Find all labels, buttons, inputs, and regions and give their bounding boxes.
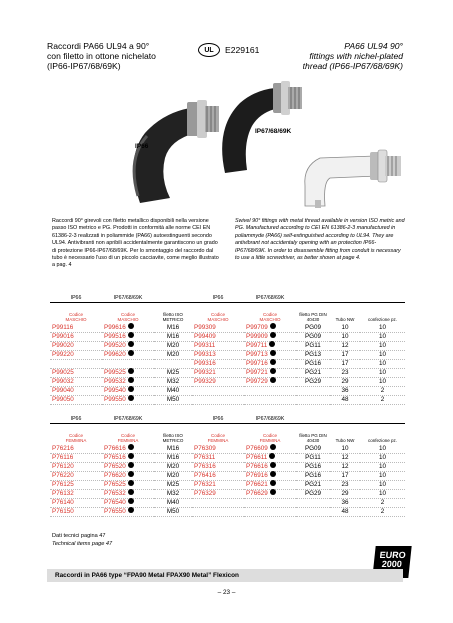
product-code: P99050 — [52, 395, 74, 403]
col-code-female: Codice FEMMINA — [259, 433, 281, 444]
table-cell — [102, 368, 154, 377]
product-code: P76629 — [246, 489, 268, 497]
table-cell — [50, 377, 102, 386]
ul-mark-icon — [128, 332, 134, 338]
table-cell: 12 — [330, 462, 360, 471]
ul-mark-icon — [128, 471, 134, 477]
title-italian — [47, 41, 197, 71]
group-header-ip66: IP66 — [50, 415, 102, 424]
table-cell: PG13 — [296, 350, 330, 359]
table-cell: 10 — [360, 445, 405, 454]
product-code: P99709 — [246, 323, 268, 331]
table-cell: M50 — [154, 395, 192, 404]
table-cell: 10 — [360, 332, 405, 341]
table-cell — [192, 368, 244, 377]
product-code: P76220 — [52, 471, 74, 479]
table-cell — [192, 471, 244, 480]
table-cell — [102, 359, 154, 368]
elbow-fitting-ip66 — [134, 100, 219, 203]
table-cell: 12 — [330, 453, 360, 462]
product-code: P99532 — [104, 377, 126, 385]
table-cell — [192, 359, 244, 368]
product-code: P99311 — [194, 341, 216, 349]
col-metric-thread: filetto ISO METRICO — [162, 312, 184, 323]
table-cell — [102, 462, 154, 471]
table-cell: PG09 — [296, 324, 330, 333]
table-cell — [244, 359, 296, 368]
description-english: Swivel 90° fittings with metal thread available in version ISO metric and PG. Manufactured according to CEI EN 61386-2-3 manufactured in poliammyde (PA66) self-extinguished according to UL94. They are antivibrant not accidentaly opening with an protection IP66-IP67/68/69K. In order to disassemble fitting from conduit is necessary to use a little screwdriver, as better shown at page 4. — [235, 218, 405, 262]
table-cell: PG11 — [296, 341, 330, 350]
table-row — [50, 453, 405, 462]
product-code: P76616 — [104, 444, 126, 452]
product-code: P76611 — [246, 453, 268, 461]
ul-mark-icon — [270, 350, 276, 356]
product-code: P99525 — [104, 368, 126, 376]
table-cell — [50, 453, 102, 462]
group-header-ip67: IP67/68/69K — [102, 415, 154, 424]
tech-ref-italian: Dati tecnici pagina 47 — [52, 533, 106, 539]
table-row — [50, 368, 405, 377]
white-elbow-fitting — [305, 150, 401, 208]
table-cell — [102, 507, 154, 516]
col-code-female: Codice FEMMINA — [117, 433, 139, 444]
ul-mark-icon — [128, 498, 134, 504]
table-cell — [50, 324, 102, 333]
title-en-line: thread (IP66-IP67/68/69K) — [302, 61, 403, 71]
table-cell — [102, 489, 154, 498]
table-cell: 10 — [360, 324, 405, 333]
table-cell — [192, 350, 244, 359]
product-code: P99909 — [246, 332, 268, 340]
table-cell: PG29 — [296, 489, 330, 498]
product-code: P76520 — [104, 462, 126, 470]
table-cell: M40 — [154, 386, 192, 395]
product-code: P99016 — [52, 332, 74, 340]
table-cell — [50, 395, 102, 404]
table-cell: 29 — [330, 489, 360, 498]
table-cell: 17 — [330, 471, 360, 480]
table-cell — [192, 453, 244, 462]
table-cell — [192, 395, 244, 404]
product-code: P76150 — [52, 507, 74, 515]
table-cell — [192, 386, 244, 395]
male-table-body — [50, 324, 405, 405]
product-code: P99316 — [194, 359, 216, 367]
product-code: P99409 — [194, 332, 216, 340]
product-line-bar: Raccordi in PA66 type “FPA90 Metal FPAX90 Metal” Flexicon — [47, 569, 403, 582]
label-ip66: IP66 — [135, 143, 149, 150]
product-code: P76329 — [194, 489, 216, 497]
product-code: P99721 — [246, 368, 268, 376]
table-cell: M20 — [154, 471, 192, 480]
table-cell — [244, 341, 296, 350]
ul-mark-icon — [128, 480, 134, 486]
table-row — [50, 332, 405, 341]
table-cell: 17 — [330, 350, 360, 359]
group-header-ip66: IP66 — [192, 415, 244, 424]
table-cell — [244, 332, 296, 341]
ul-mark-icon — [128, 444, 134, 450]
table-cell: M16 — [154, 453, 192, 462]
table-cell: 10 — [360, 377, 405, 386]
col-tube: Tubo NW — [335, 317, 355, 323]
group-header-ip67: IP67/68/69K — [244, 415, 296, 424]
table-cell: PG21 — [296, 368, 330, 377]
product-code: P76125 — [52, 480, 74, 488]
product-code: P76516 — [104, 453, 126, 461]
table-cell: 36 — [330, 498, 360, 507]
product-code: P99716 — [246, 359, 268, 367]
col-pg-thread: filetto PG DIN 40430 — [299, 312, 327, 323]
product-code: P76309 — [194, 444, 216, 452]
table-cell — [244, 489, 296, 498]
description-italian: Raccordi 90° girevoli con filetto metallico disponibili nella versione passo ISO metrico e PG. Prodotti in conformità alle norme CEI EN 61386-2-3 realizzati in poliammide (PA66) autoestinguenti secondo UL94. Antivibranti non apribili accidentalmente garantiscono un grado di protezione IP66-IP67/68/69K. Per lo smontaggio del raccordo dal tubo è necessario l'uso di un piccolo cacciavite, come meglio illustrato a pag. 4 — [52, 218, 219, 269]
ul-mark-icon — [128, 323, 134, 329]
table-cell — [244, 324, 296, 333]
table-cell: 10 — [360, 471, 405, 480]
table-cell: 2 — [360, 386, 405, 395]
product-code: P76140 — [52, 498, 74, 506]
ul-mark-icon — [270, 323, 276, 329]
col-code-male: Codice MASCHIO — [65, 312, 87, 323]
table-cell: M20 — [154, 350, 192, 359]
ul-mark-icon — [270, 368, 276, 374]
product-code: P99550 — [104, 395, 126, 403]
col-pack: confezione pz. — [367, 317, 398, 323]
ul-mark-icon — [128, 386, 134, 392]
table-row — [50, 445, 405, 454]
table-cell: 10 — [360, 359, 405, 368]
product-code: P99711 — [246, 341, 268, 349]
table-cell — [244, 395, 296, 404]
product-code: P76416 — [194, 471, 216, 479]
table-cell — [50, 368, 102, 377]
title-it-line: (IP66-IP67/68/69K) — [47, 61, 121, 71]
table-cell — [154, 359, 192, 368]
table-cell: 2 — [360, 395, 405, 404]
table-cell — [50, 341, 102, 350]
table-cell — [102, 350, 154, 359]
product-code: P99309 — [194, 323, 216, 331]
table-row — [50, 489, 405, 498]
product-code: P76311 — [194, 453, 216, 461]
table-cell: M50 — [154, 507, 192, 516]
product-code: P99313 — [194, 350, 216, 358]
table-cell — [102, 386, 154, 395]
table-cell — [244, 480, 296, 489]
elbow-fitting-ip67 — [222, 81, 302, 173]
ul-mark-icon — [128, 453, 134, 459]
table-cell — [244, 368, 296, 377]
table-cell: M25 — [154, 480, 192, 489]
product-code: P99520 — [104, 341, 126, 349]
table-cell — [192, 341, 244, 350]
product-code: P99620 — [104, 350, 126, 358]
table-cell — [50, 480, 102, 489]
table-cell — [50, 445, 102, 454]
table-cell — [50, 471, 102, 480]
table-cell — [50, 462, 102, 471]
table-cell: 36 — [330, 386, 360, 395]
table-cell: PG16 — [296, 471, 330, 480]
table-cell: 10 — [360, 341, 405, 350]
ul-mark-icon — [128, 462, 134, 468]
product-code: P99040 — [52, 386, 74, 394]
product-code: P99116 — [52, 323, 74, 331]
table-cell — [192, 480, 244, 489]
label-ip67: IP67/68/69K — [255, 128, 292, 135]
product-code: P76525 — [104, 480, 126, 488]
table-cell — [102, 377, 154, 386]
col-pack: confezione pz. — [367, 438, 398, 444]
product-code: P76620 — [104, 471, 126, 479]
table-cell — [296, 498, 330, 507]
ul-mark-icon — [128, 377, 134, 383]
ul-mark-icon — [270, 359, 276, 365]
table-row — [50, 341, 405, 350]
table-cell: 23 — [330, 480, 360, 489]
title-en-line: PA66 UL94 90° — [344, 41, 403, 51]
table-cell — [244, 471, 296, 480]
product-code: P99025 — [52, 368, 74, 376]
ul-logo-text: UL — [204, 46, 214, 54]
ul-mark-icon — [270, 489, 276, 495]
table-cell: M25 — [154, 368, 192, 377]
table-cell: 10 — [330, 324, 360, 333]
table-cell: 17 — [330, 359, 360, 368]
product-code: P99321 — [194, 368, 216, 376]
table-cell — [192, 507, 244, 516]
table-cell: 29 — [330, 377, 360, 386]
table-cell — [244, 462, 296, 471]
product-code: P76540 — [104, 498, 126, 506]
female-table-body — [50, 445, 405, 517]
product-code: P99729 — [246, 377, 268, 385]
product-code: P76120 — [52, 462, 74, 470]
group-header-ip66: IP66 — [50, 294, 102, 303]
table-cell: PG09 — [296, 445, 330, 454]
col-code-male: Codice MASCHIO — [117, 312, 139, 323]
title-it-line: con filetto in ottone nichelato — [47, 51, 156, 61]
table-cell — [102, 471, 154, 480]
table-cell: 48 — [330, 507, 360, 516]
table-cell — [50, 489, 102, 498]
product-code: P99616 — [104, 323, 126, 331]
table-cell — [244, 350, 296, 359]
product-code: P99540 — [104, 386, 126, 394]
table-row — [50, 395, 405, 404]
title-english — [253, 41, 403, 71]
ul-mark-icon — [270, 377, 276, 383]
table-cell — [192, 445, 244, 454]
table-row — [50, 507, 405, 516]
table-cell — [102, 445, 154, 454]
table-cell — [192, 462, 244, 471]
table-cell: 10 — [330, 445, 360, 454]
ul-mark-icon — [269, 341, 275, 347]
table-cell — [102, 341, 154, 350]
table-cell: M16 — [154, 445, 192, 454]
product-code: P76550 — [104, 507, 126, 515]
certification-number: E229161 — [225, 45, 260, 55]
table-cell — [102, 395, 154, 404]
product-code: P76916 — [246, 471, 268, 479]
table-cell: M20 — [154, 462, 192, 471]
table-cell: PG16 — [296, 359, 330, 368]
ul-mark-icon — [270, 444, 276, 450]
table-cell — [102, 332, 154, 341]
product-code: P76532 — [104, 489, 126, 497]
table-row — [50, 386, 405, 395]
product-code: P99516 — [104, 332, 126, 340]
table-cell: 10 — [360, 489, 405, 498]
product-code: P76321 — [194, 480, 216, 488]
table-row — [50, 359, 405, 368]
table-cell — [102, 480, 154, 489]
table-row — [50, 498, 405, 507]
table-cell: 10 — [360, 462, 405, 471]
col-metric-thread: filetto ISO METRICO — [162, 433, 184, 444]
table-row — [50, 324, 405, 333]
ul-mark-icon — [128, 395, 134, 401]
table-cell: M20 — [154, 341, 192, 350]
product-code: P76132 — [52, 489, 74, 497]
ul-mark-icon — [270, 480, 276, 486]
ul-certification-logo — [198, 43, 220, 57]
table-cell — [296, 507, 330, 516]
table-cell — [102, 498, 154, 507]
product-code: P99220 — [52, 350, 74, 358]
ul-mark-icon — [128, 368, 134, 374]
table-cell: 48 — [330, 395, 360, 404]
col-code-female: Codice FEMMINA — [207, 433, 229, 444]
table-row — [50, 471, 405, 480]
tech-ref-english: Technical items page 47 — [52, 541, 113, 547]
table-cell: PG11 — [296, 453, 330, 462]
table-cell: 12 — [330, 341, 360, 350]
col-tube: Tubo NW — [335, 438, 355, 444]
table-row — [50, 480, 405, 489]
table-cell — [102, 453, 154, 462]
col-code-male: Codice MASCHIO — [259, 312, 281, 323]
table-cell — [50, 386, 102, 395]
ul-mark-icon — [270, 332, 276, 338]
table-cell: 10 — [330, 332, 360, 341]
table-cell: PG09 — [296, 332, 330, 341]
product-code: P99032 — [52, 377, 74, 385]
group-header-ip67: IP67/68/69K — [244, 294, 296, 303]
table-cell: 2 — [360, 498, 405, 507]
logo-line-bottom: 2000 — [381, 559, 403, 569]
table-cell — [244, 377, 296, 386]
col-code-male: Codice MASCHIO — [207, 312, 229, 323]
table-row — [50, 462, 405, 471]
ul-mark-icon — [128, 350, 134, 356]
table-cell: M32 — [154, 489, 192, 498]
table-cell — [244, 498, 296, 507]
group-header-ip67: IP67/68/69K — [102, 294, 154, 303]
table-cell: M16 — [154, 324, 192, 333]
table-cell — [192, 498, 244, 507]
ul-mark-icon — [270, 462, 276, 468]
col-pg-thread: filetto PG DIN 40430 — [299, 433, 327, 444]
table-cell — [50, 332, 102, 341]
ul-mark-icon — [128, 489, 134, 495]
table-cell: 10 — [360, 480, 405, 489]
table-cell: 2 — [360, 507, 405, 516]
table-cell — [244, 453, 296, 462]
table-cell: PG16 — [296, 462, 330, 471]
female-fittings-table — [50, 415, 405, 517]
table-cell — [192, 324, 244, 333]
table-cell: 10 — [360, 368, 405, 377]
product-code: P99329 — [194, 377, 216, 385]
table-cell: 10 — [360, 350, 405, 359]
table-cell: M16 — [154, 332, 192, 341]
table-cell — [296, 395, 330, 404]
col-code-female: Codice FEMMINA — [65, 433, 87, 444]
table-cell: M32 — [154, 377, 192, 386]
ul-mark-icon — [269, 453, 275, 459]
table-cell — [192, 377, 244, 386]
product-code: P76616 — [246, 462, 268, 470]
table-cell — [244, 386, 296, 395]
table-cell — [192, 489, 244, 498]
table-cell — [296, 386, 330, 395]
title-en-line: fittings with nichel-plated — [309, 51, 403, 61]
table-cell — [50, 498, 102, 507]
product-code: P76609 — [246, 444, 268, 452]
table-cell: PG29 — [296, 377, 330, 386]
logo-line-top: EURO — [379, 550, 407, 560]
table-cell: M40 — [154, 498, 192, 507]
ul-mark-icon — [128, 341, 134, 347]
product-code: P76316 — [194, 462, 216, 470]
product-code: P76216 — [52, 444, 74, 452]
product-code: P99020 — [52, 341, 74, 349]
page-number: – 23 – — [217, 589, 236, 596]
group-header-ip66: IP66 — [192, 294, 244, 303]
table-cell — [50, 507, 102, 516]
table-cell: 10 — [360, 453, 405, 462]
table-cell — [244, 507, 296, 516]
ul-mark-icon — [128, 507, 134, 513]
table-cell: PG21 — [296, 480, 330, 489]
table-cell: 23 — [330, 368, 360, 377]
title-it-line: Raccordi PA66 UL94 a 90° — [47, 41, 150, 51]
fittings-illustration — [115, 78, 407, 213]
male-fittings-table — [50, 294, 405, 405]
product-code: P76116 — [52, 453, 74, 461]
ul-mark-icon — [270, 471, 276, 477]
table-cell — [50, 350, 102, 359]
technical-reference — [52, 532, 112, 548]
product-code: P76621 — [246, 480, 268, 488]
table-cell — [50, 359, 102, 368]
table-row — [50, 377, 405, 386]
table-cell — [244, 445, 296, 454]
product-code: P99713 — [246, 350, 268, 358]
table-cell — [102, 324, 154, 333]
table-cell — [192, 332, 244, 341]
table-row — [50, 350, 405, 359]
